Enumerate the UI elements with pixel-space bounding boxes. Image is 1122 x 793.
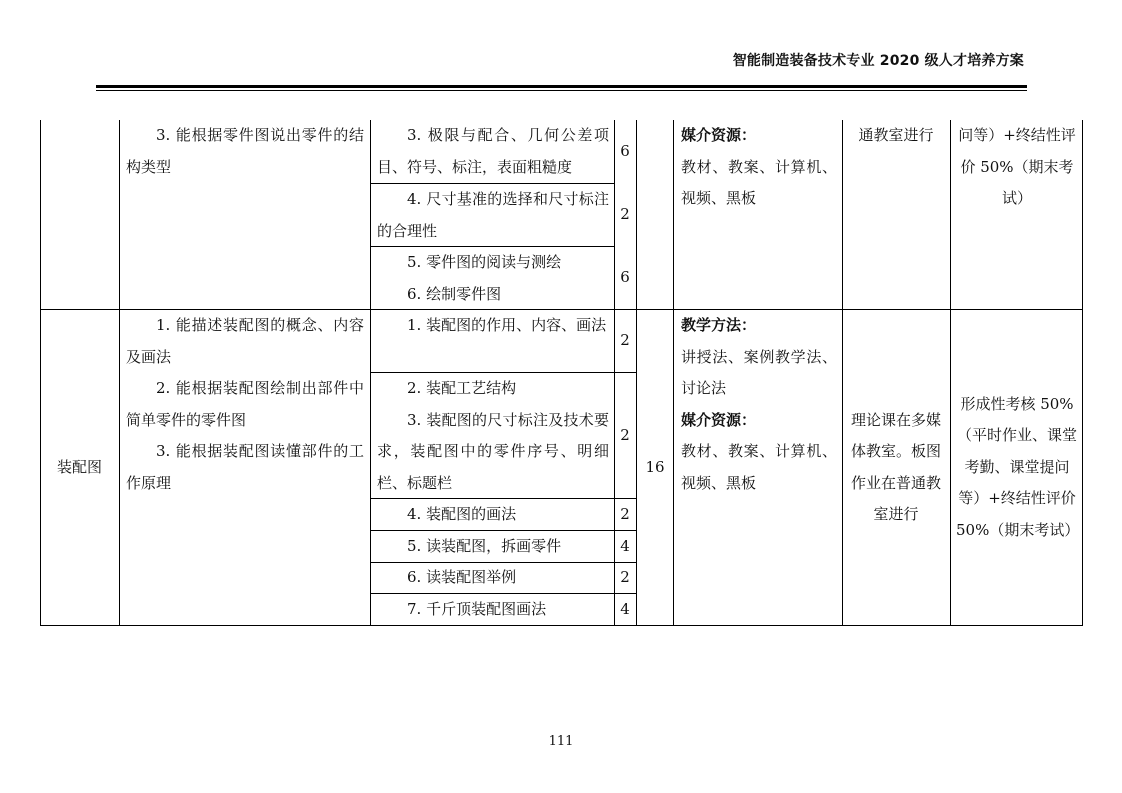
hours-cell xyxy=(614,562,636,593)
hours-cell xyxy=(614,373,636,498)
hours-value: 6 xyxy=(620,268,630,287)
resources-heading: 媒介资源： xyxy=(681,126,757,144)
content-item xyxy=(377,184,609,247)
table-line xyxy=(1082,120,1083,626)
content-item xyxy=(377,531,609,563)
hours-value: 6 xyxy=(620,141,630,160)
objective-cell xyxy=(126,310,364,499)
content-item xyxy=(377,310,609,342)
table-line xyxy=(842,120,843,626)
hours-cell xyxy=(614,120,636,183)
hours-cell xyxy=(614,247,636,309)
hours-value: 4 xyxy=(620,599,630,618)
objective-cell xyxy=(126,120,364,183)
page-header-title: 智能制造装备技术专业 2020 级人才培养方案 xyxy=(732,53,1024,69)
content-item xyxy=(377,120,609,183)
hours-cell xyxy=(614,310,636,372)
resources-text: 教材、教案、计算机、视频、黑板 xyxy=(681,442,837,492)
table-line xyxy=(673,120,674,626)
resources-heading: 媒介资源： xyxy=(681,410,757,429)
content-item-text: 5. 读装配图，拆画零件 xyxy=(407,537,562,555)
hours-value: 4 xyxy=(620,536,630,555)
objective-text: 2. 能根据装配图绘制出部件中简单零件的零件图 xyxy=(126,379,364,429)
content-item-text: 7. 千斤顶装配图画法 xyxy=(407,600,547,618)
content-item-text: 1. 装配图的作用、内容、画法 xyxy=(407,316,607,334)
hours-value: 2 xyxy=(620,331,630,350)
content-item xyxy=(377,373,609,499)
table-line xyxy=(950,120,951,626)
table-line xyxy=(119,120,120,626)
methods-text: 讲授法、案例教学法、讨论法 xyxy=(681,347,837,397)
venue-text: 理论课在多媒体教室。板图作业在普通教室进行 xyxy=(850,410,941,523)
total-hours-value: 16 xyxy=(645,457,665,476)
header-rule-thick xyxy=(96,85,1027,88)
content-item-text: 5. 零件图的阅读与测绘 xyxy=(407,253,562,271)
methods-heading: 教学方法： xyxy=(681,316,757,334)
objective-text: 1. 能描述装配图的概念、内容及画法 xyxy=(126,316,364,366)
objective-text: 3. 能根据零件图说出零件的结构类型 xyxy=(126,126,364,176)
module-name: 装配图 xyxy=(56,457,102,476)
content-item-text: 3. 极限与配合、几何公差项目、符号、标注，表面粗糙度 xyxy=(377,126,609,176)
content-item-text: 4. 尺寸基准的选择和尺寸标注的合理性 xyxy=(377,190,609,240)
table-line xyxy=(370,120,371,626)
content-item xyxy=(377,562,609,594)
hours-cell xyxy=(614,531,636,562)
assessment-text: 形成性考核 50%（平时作业、课堂考勤、课堂提问等）+终结性评价 50%（期末考试） xyxy=(956,394,1080,539)
venue-cell xyxy=(848,310,944,625)
resources-text: 教材、教案、计算机、视频、黑板 xyxy=(681,157,837,207)
module-name-cell xyxy=(40,310,119,625)
total-hours-cell xyxy=(637,310,673,625)
content-item xyxy=(377,594,609,626)
venue-cell xyxy=(848,120,944,152)
assessment-cell xyxy=(956,120,1078,215)
content-item-text: 3. 装配图的尺寸标注及技术要求，装配图中的零件序号、明细栏、标题栏 xyxy=(377,410,609,492)
hours-value: 2 xyxy=(620,425,630,444)
hours-value: 2 xyxy=(620,205,630,224)
hours-value: 2 xyxy=(620,504,630,523)
page-number: 111 xyxy=(548,734,574,749)
assessment-cell xyxy=(956,310,1078,625)
content-item xyxy=(377,499,609,531)
hours-cell xyxy=(614,499,636,530)
methods-resources-cell xyxy=(681,310,837,499)
hours-value: 2 xyxy=(620,567,630,586)
hours-cell xyxy=(614,184,636,246)
content-item xyxy=(377,247,609,310)
content-item-text: 4. 装配图的画法 xyxy=(407,505,517,523)
header-rule-thin xyxy=(96,90,1027,91)
objective-text: 3. 能根据装配图读懂部件的工作原理 xyxy=(126,442,364,492)
venue-text: 通教室进行 xyxy=(858,126,934,144)
hours-cell xyxy=(614,594,636,625)
content-item-text: 6. 读装配图举例 xyxy=(407,568,517,586)
content-item-text: 2. 装配工艺结构 xyxy=(407,379,517,397)
resources-cell xyxy=(681,120,837,215)
content-item-text: 6. 绘制零件图 xyxy=(407,284,502,303)
assessment-text: 问等）+终结性评价 50%（期末考试） xyxy=(958,126,1076,207)
